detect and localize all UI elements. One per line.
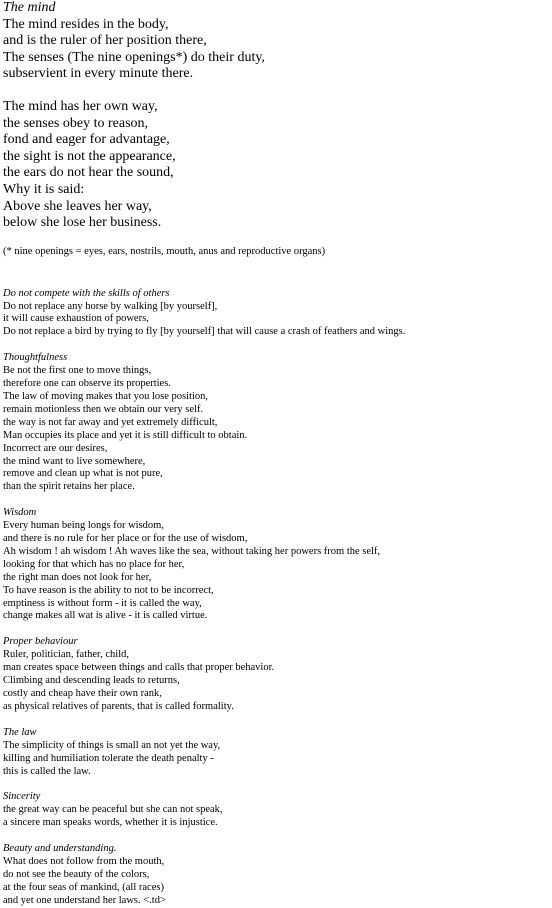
section-line: Incorrect are our desires, [3, 442, 108, 454]
section-line: the great way can be peaceful but she can not speak, [3, 804, 223, 816]
section-line: To have reason is the ability to not to be incorrect, [3, 584, 214, 596]
gap [3, 339, 552, 352]
section-line: Every human being longs for wisdom, [3, 520, 164, 532]
section-line: Do not replace a bird by trying to fly [by yourself] that will cause a crash of feathers and wings. [3, 326, 406, 338]
section-line: Ah wisdom ! ah wisdom ! Ah waves like the sea, without taking her powers from the self, [3, 545, 381, 557]
section-title: Thoughtfulness [3, 352, 68, 364]
section-line: it will cause exhaustion of powers, [3, 313, 149, 325]
section-line: remove and clean up what is not pure, [3, 468, 163, 480]
poem-line: the ears do not hear the sound, [3, 165, 174, 181]
section-line: at the four seas of mankind, (all races) [3, 881, 164, 893]
section-line: looking for that which has no place for her, [3, 558, 185, 570]
section-line: Be not the first one to move things, [3, 365, 152, 377]
section-line: this is called the law. [3, 765, 91, 777]
footnote: (* nine openings = eyes, ears, nostrils, mouth, anus and reproductive organs) [3, 245, 326, 257]
section-line: therefore one can observe its properties. [3, 378, 171, 390]
poem-line: subservient in every minute there. [3, 66, 194, 82]
section-title: Beauty and understanding. [3, 843, 117, 855]
poem-line: and is the ruler of her position there, [3, 33, 207, 49]
section-line: man creates space between things and calls that proper behavior. [3, 662, 275, 674]
section-line: a sincere man speaks words, whether it is injustice. [3, 817, 218, 829]
section-line: and yet one understand her laws. <.td> [3, 894, 166, 906]
section-line: the way is not far away and yet extremely difficult, [3, 416, 218, 428]
section-line: The simplicity of things is small an not yet the way, [3, 739, 221, 751]
section-title: The law [3, 726, 37, 738]
poem-line: fond and eager for advantage, [3, 132, 170, 148]
section-line: than the spirit retains her place. [3, 481, 135, 493]
section-line: as physical relatives of parents, that is called formality. [3, 700, 234, 712]
section-line: and there is no rule for her place or for the use of wisdom, [3, 533, 248, 545]
poem-title: The mind [3, 0, 56, 15]
section-line: Man occupies its place and yet it is still difficult to obtain. [3, 429, 248, 441]
poem-line: Why it is said: [3, 181, 85, 197]
section-title: Wisdom [3, 507, 37, 519]
section-line: remain motionless then we obtain our very self. [3, 403, 204, 415]
section-title: Sincerity [3, 791, 41, 803]
gap [3, 494, 552, 507]
poem-line: the sight is not the appearance, [3, 148, 176, 164]
poem-line: below she lose her business. [3, 215, 162, 231]
gap [3, 259, 552, 288]
section-line: change makes all wat is alive - it is called virtue. [3, 610, 208, 622]
section-line: Ruler, politician, father, child, [3, 649, 129, 661]
section-thoughtfulness [3, 352, 552, 494]
gap [3, 778, 552, 791]
stanza-gap [3, 83, 552, 99]
section-beauty-and-understanding [3, 843, 552, 908]
section-line: emptiness is without form - it is called the way, [3, 597, 202, 609]
section-wisdom [3, 507, 552, 623]
gap [3, 232, 552, 246]
section-line: the right man does not look for her, [3, 571, 152, 583]
sections [3, 288, 552, 908]
section-the-law [3, 727, 552, 779]
section-line: The law of moving makes that you lose position, [3, 390, 209, 402]
section-line: Climbing and descending leads to returns, [3, 675, 180, 687]
poem-line: The senses (The nine openings*) do their duty, [3, 49, 265, 65]
section-line: killing and humiliation tolerate the death penalty - [3, 752, 214, 764]
poem-line: Above she leaves her way, [3, 198, 152, 214]
section-line: do not see the beauty of the colors, [3, 868, 150, 880]
gap [3, 623, 552, 636]
poem-line: the senses obey to reason, [3, 115, 149, 131]
section-line: costly and cheap have their own rank, [3, 688, 162, 699]
poem-line: The mind resides in the body, [3, 16, 169, 32]
gap [3, 830, 552, 843]
section-line: Do not replace any horse by walking [by yourself], [3, 300, 218, 312]
section-proper-behaviour [3, 636, 552, 713]
section-line: What does not follow from the mouth, [3, 856, 165, 868]
section-do-not-compete [3, 288, 552, 340]
section-title: Do not compete with the skills of others [3, 287, 170, 299]
poem-block [3, 0, 552, 232]
gap [3, 714, 552, 727]
poem-line: The mind has her own way, [3, 98, 158, 114]
section-sincerity [3, 791, 552, 830]
section-title: Proper behaviour [3, 636, 78, 648]
section-line: the mind want to live somewhere, [3, 455, 146, 467]
